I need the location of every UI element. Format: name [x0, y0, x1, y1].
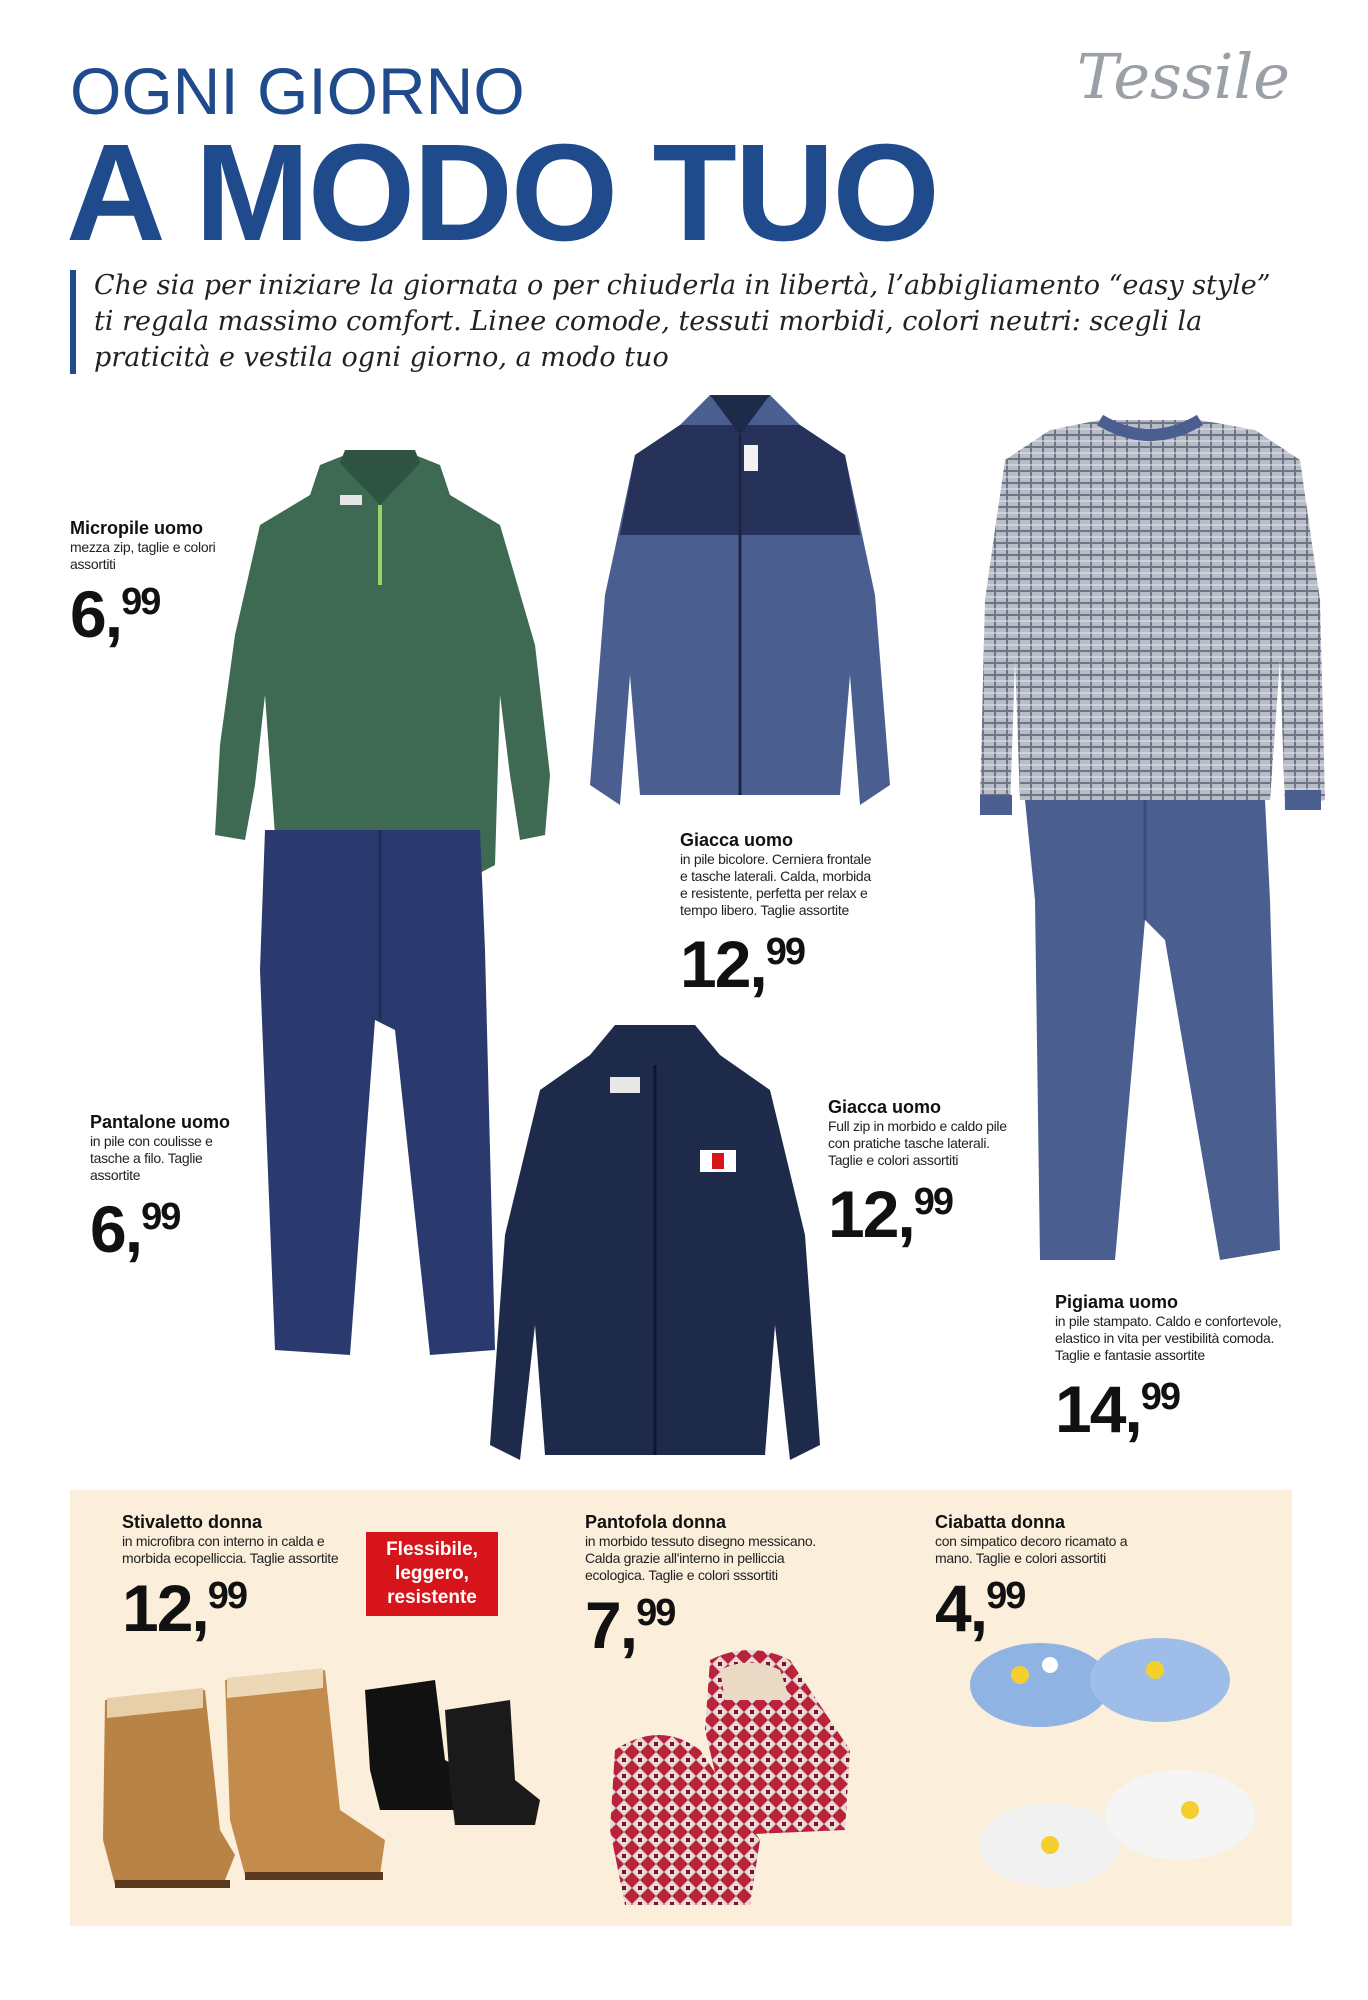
product-giacca-bicolore	[680, 830, 880, 1001]
mules-image	[960, 1615, 1280, 1915]
product-title: Ciabatta donna	[935, 1512, 1066, 1532]
section-label: Tessile	[1076, 40, 1290, 113]
feature-badge	[366, 1532, 498, 1616]
product-title: Pigiama uomo	[1055, 1292, 1179, 1312]
product-micropile	[70, 518, 230, 651]
product-title: Micropile uomo	[70, 518, 204, 538]
product-desc: in pile bicolore. Cerniera frontale e tasche laterali. Calda, morbida e resistente, perfetta per relax e tempo libero. Taglie assortite	[680, 851, 872, 918]
product-title: Stivaletto donna	[122, 1512, 263, 1532]
product-price: 7,99	[585, 1588, 675, 1662]
product-desc: mezza zip, taglie e colori assortiti	[70, 539, 216, 572]
header-kicker: OGNI GIORNO	[70, 54, 525, 128]
jacket-bicolor-garment-image	[590, 395, 890, 815]
product-pantalone	[90, 1112, 250, 1266]
product-desc: in morbido tessuto disegno messicano. Calda grazie all'interno in pelliccia ecologica. Taglie e colori sssortiti	[585, 1533, 816, 1583]
slippers-image	[600, 1640, 920, 1910]
product-pantofola	[585, 1512, 845, 1662]
product-price: 14,99	[1055, 1372, 1180, 1446]
product-price: 4,99	[935, 1571, 1025, 1645]
product-title: Giacca uomo	[680, 830, 794, 850]
product-desc: Full zip in morbido e caldo pile con pratiche tasche laterali. Taglie e colori assortiti	[828, 1118, 1007, 1168]
product-price: 12,99	[122, 1571, 247, 1645]
product-desc: con simpatico decoro ricamato a mano. Taglie e colori assortiti	[935, 1533, 1128, 1566]
intro-accent-bar	[70, 270, 76, 374]
badge-line: resistente	[387, 1587, 477, 1608]
product-desc: in microfibra con interno in calda e morbida ecopelliccia. Taglie assortite	[122, 1533, 339, 1566]
product-giacca-navy	[828, 1097, 1018, 1251]
product-title: Pantofola donna	[585, 1512, 726, 1532]
pants-garment-image	[255, 830, 505, 1360]
boots-image	[95, 1640, 535, 1910]
product-price: 12,99	[828, 1177, 953, 1251]
product-desc: in pile stampato. Caldo e confortevole, elastico in vita per vestibilità comoda. Taglie e fantasie assortite	[1055, 1313, 1282, 1363]
pyjama-garment-image	[980, 420, 1325, 1280]
product-pigiama	[1055, 1292, 1305, 1446]
jacket-navy-garment-image	[490, 1025, 820, 1475]
product-price: 6,99	[90, 1192, 180, 1266]
badge-line: Flessibile,	[386, 1539, 478, 1560]
product-title: Pantalone uomo	[90, 1112, 231, 1132]
product-stivaletto	[122, 1512, 362, 1645]
page-title: A MODO TUO	[66, 116, 938, 270]
product-title: Giacca uomo	[828, 1097, 942, 1117]
intro-text: Che sia per iniziare la giornata o per chiuderla in libertà, l’abbigliamento “easy style” ti regala massimo comfort. Linee comode, tessuti morbidi, colori neutri: scegli la praticità e vestila ogni giorno, a modo tuo	[94, 270, 1271, 373]
product-price: 6,99	[70, 577, 160, 651]
badge-line: leggero,	[395, 1563, 469, 1584]
product-desc: in pile con coulisse e tasche a filo. Taglie assortite	[90, 1133, 213, 1183]
product-price: 12,99	[680, 927, 805, 1001]
